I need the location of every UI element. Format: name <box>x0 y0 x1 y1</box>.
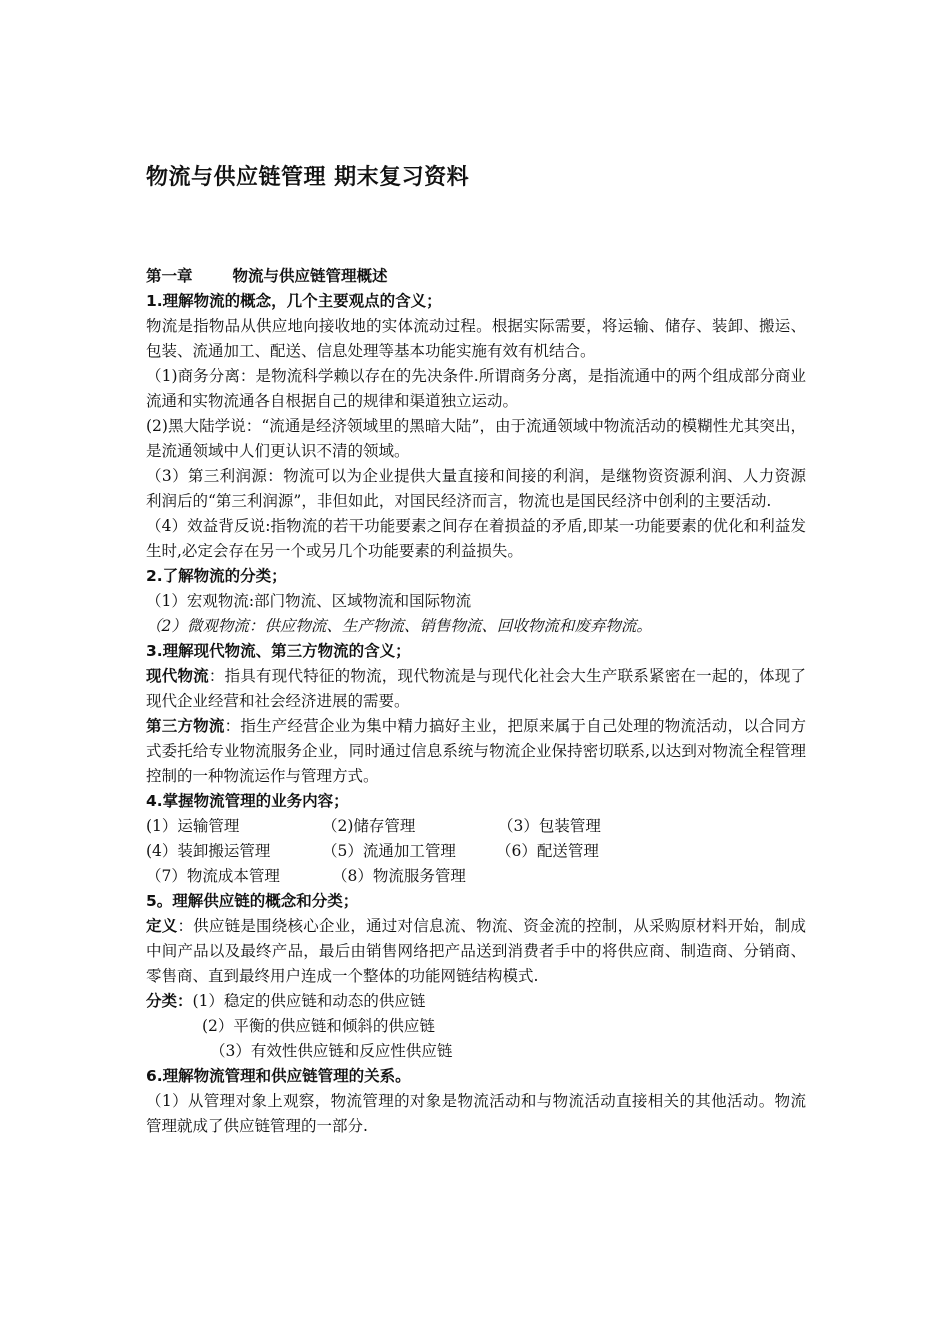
section-1-intro: 物流是指物品从供应地向接收地的实体流动过程。根据实际需要，将运输、储存、装卸、搬运、包装、流通加工、配送、信息处理等基本功能实施有效有机结合。 <box>146 317 806 360</box>
section-5-class-3: （3）有效性供应链和反应性供应链 <box>210 1042 453 1060</box>
section-1-point-3: （3）第三利润源：物流可以为企业提供大量直接和间接的利润，是继物资资源利润、人力资源利润后的“第三利润源”，非但如此，对国民经济而言，物流也是国民经济中创利的主要活动. <box>146 467 806 510</box>
document-body <box>146 264 806 1139</box>
chapter-number: 第一章 <box>146 267 193 285</box>
section-5-heading: 5。理解供应链的概念和分类； <box>146 892 359 910</box>
section-1-point-1: （1)商务分离：是物流科学赖以存在的先决条件.所谓商务分离，是指流通中的两个组成部分商业流通和实物流通各自根据自己的规律和渠道独立运动。 <box>146 367 806 410</box>
section-1-point-2: (2)黑大陆学说：“流通是经济领域里的黑暗大陆”，由于流通领域中物流活动的模糊性尤其突出，是流通领域中人们更认识不清的领域。 <box>146 417 806 460</box>
term-third-party-logistics: 第三方物流 <box>146 717 225 735</box>
definition-label: 定义 <box>146 917 178 935</box>
list-item: (1）稳定的供应链和动态的供应链 <box>192 992 426 1010</box>
list-item: （5）流通加工管理 <box>322 842 456 860</box>
section-1-heading: 1.理解物流的概念，几个主要观点的含义； <box>146 292 442 310</box>
list-item: （6）配送管理 <box>496 842 599 860</box>
section-5-definition <box>146 914 806 989</box>
definition-modern-logistics: ：指具有现代特征的物流，现代物流是与现代化社会大生产联系紧密在一起的，体现了现代企业经营和社会经济进展的需要。 <box>146 667 806 710</box>
list-item: （2)储存管理 <box>322 817 416 835</box>
definition-text: ：供应链是围绕核心企业，通过对信息流、物流、资金流的控制，从采购原材料开始，制成中间产品以及最终产品，最后由销售网络把产品送到消费者手中的将供应商、制造商、分销商、零售商、直到最终用户连成一个整体的功能网链结构模式. <box>146 917 806 985</box>
list-item: （3）包装管理 <box>498 817 601 835</box>
section-3-modern-logistics <box>146 664 806 714</box>
section-5-class-2: (2）平衡的供应链和倾斜的供应链 <box>202 1017 435 1035</box>
list-item: （8）物流服务管理 <box>332 867 466 885</box>
section-4-row-1 <box>146 814 806 839</box>
section-3-third-party-logistics <box>146 714 806 789</box>
definition-third-party-logistics: ：指生产经营企业为集中精力搞好主业，把原来属于自己处理的物流活动，以合同方式委托给专业物流服务企业，同时通过信息系统与物流企业保持密切联系,以达到对物流全程管理控制的一种物流运作与管理方式。 <box>146 717 806 785</box>
section-3-heading: 3.理解现代物流、第三方物流的含义； <box>146 642 411 660</box>
list-item: (1）运输管理 <box>146 817 240 835</box>
section-2-point-1: （1）宏观物流:部门物流、区域物流和国际物流 <box>146 592 472 610</box>
chapter-heading <box>146 264 806 289</box>
section-6-heading: 6.理解物流管理和供应链管理的关系。 <box>146 1067 411 1085</box>
section-1-point-4: （4）效益背反说:指物流的若干功能要素之间存在着损益的矛盾,即某一功能要素的优化和利益发生时,必定会存在另一个或另几个功能要素的利益损失。 <box>146 517 806 560</box>
section-4-heading: 4.掌握物流管理的业务内容； <box>146 792 349 810</box>
document-title: 物流与供应链管理 期末复习资料 <box>146 165 470 190</box>
section-2-heading: 2.了解物流的分类； <box>146 567 287 585</box>
section-5-classification <box>146 989 806 1014</box>
chapter-name: 物流与供应链管理概述 <box>232 267 388 285</box>
section-6-point-1: （1）从管理对象上观察，物流管理的对象是物流活动和与物流活动直接相关的其他活动。物流管理就成了供应链管理的一部分. <box>146 1092 806 1135</box>
classification-label: 分类： <box>146 992 193 1010</box>
section-4-row-3 <box>146 864 806 889</box>
section-2-point-2: （2）微观物流：供应物流、生产物流、销售物流、回收物流和废弃物流。 <box>146 617 652 635</box>
list-item: （7）物流成本管理 <box>146 867 280 885</box>
section-4-row-2 <box>146 839 806 864</box>
list-item: (4）装卸搬运管理 <box>146 842 271 860</box>
term-modern-logistics: 现代物流 <box>146 667 209 685</box>
